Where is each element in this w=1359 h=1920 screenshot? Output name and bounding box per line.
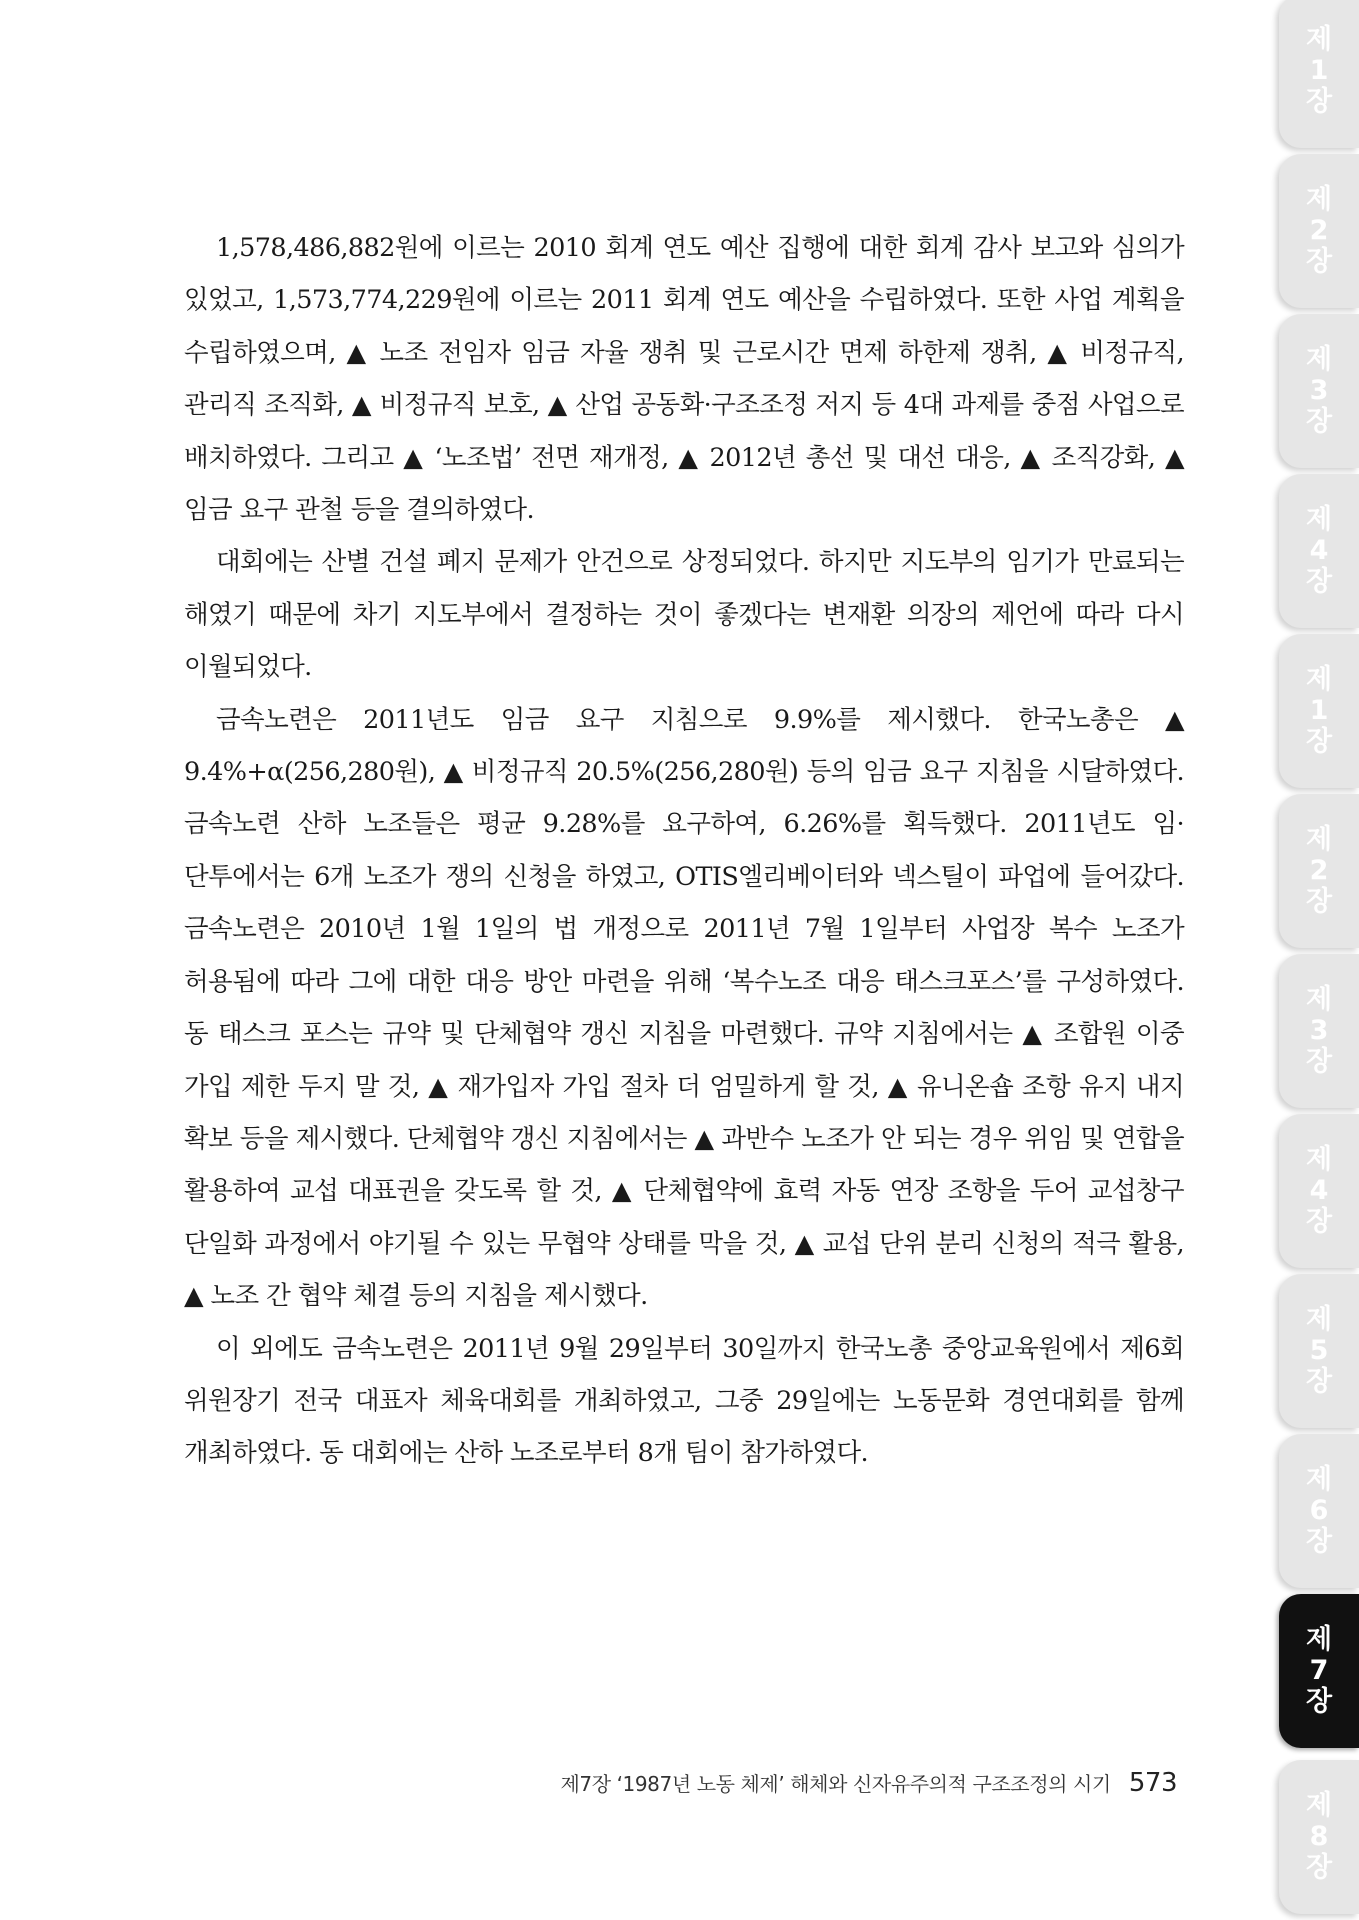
tab-suffix: 장 bbox=[1305, 1046, 1333, 1077]
tab-number: 3 bbox=[1309, 375, 1329, 406]
tab-suffix: 장 bbox=[1305, 246, 1333, 277]
tab-number: 1 bbox=[1309, 55, 1329, 86]
paragraph: 금속노련은 2011년도 임금 요구 지침으로 9.9%를 제시했다. 한국노총은 ▲ 9.4%+α(256,280원), ▲ 비정규직 20.5%(256,280원) 등의 임금 요구 지침을 시달하였다. 금속노련 산하 노조들은 평균 9.28%를 요구하여, 6.26%를 획득했다. 2011년도 임·단투에서는 6개 노조가 쟁의 신청을 하였고, OTIS엘리베이터와 넥스틸이 파업에 들어갔다. 금속노련은 2010년 1월 1일의 법 개정으로 2011년 7월 1일부터 사업장 복수 노조가 허용됨에 따라 그에 대한 대응 방안 마련을 위해 ‘복수노조 대응 태스크포스’를 구성하였다. 동 태스크 포스는 규약 및 단체협약 갱신 지침을 마련했다. 규약 지침에서는 ▲ 조합원 이중 가입 제한 두지 말 것, ▲ 재가입자 가입 절차 더 엄밀하게 할 것, ▲ 유니온숍 조항 유지 내지 확보 등을 제시했다. 단체협약 갱신 지침에서는 ▲ 과반수 노조가 안 되는 경우 위임 및 연합을 활용하여 교섭 대표권을 갖도록 할 것, ▲ 단체협약에 효력 자동 연장 조항을 두어 교섭창구 단일화 과정에서 야기될 수 있는 무협약 상태를 막을 것, ▲ 교섭 단위 분리 신청의 적극 활용, ▲ 노조 간 협약 체결 등의 지침을 제시했다. bbox=[184, 704, 1184, 1312]
running-title: 제7장 ‘1987년 노동 체제’ 해체와 신자유주의적 구조조정의 시기 bbox=[560, 1772, 1111, 1796]
tab-prefix: 제 bbox=[1305, 824, 1333, 855]
tab-suffix: 장 bbox=[1305, 1686, 1333, 1717]
page-footer bbox=[560, 1768, 1177, 1798]
tab-number: 6 bbox=[1309, 1495, 1329, 1526]
chapter-tab[interactable] bbox=[1279, 0, 1359, 148]
chapter-tab[interactable] bbox=[1279, 634, 1359, 788]
paragraph: 1,578,486,882원에 이르는 2010 회계 연도 예산 집행에 대한 회계 감사 보고와 심의가 있었고, 1,573,774,229원에 이르는 2011 회계 연도 예산을 수립하였다. 또한 사업 계획을 수립하였으며, ▲ 노조 전임자 임금 자율 쟁취 및 근로시간 면제 하한제 쟁취, ▲ 비정규직, 관리직 조직화, ▲ 비정규직 보호, ▲ 산업 공동화·구조조정 저지 등 4대 과제를 중점 사업으로 배치하였다. 그리고 ▲ ‘노조법’ 전면 재개정, ▲ 2012년 총선 및 대선 대응, ▲ 조직강화, ▲ 임금 요구 관철 등을 결의하였다. bbox=[184, 233, 1184, 526]
tab-number: 5 bbox=[1309, 1335, 1329, 1366]
tab-number: 7 bbox=[1309, 1655, 1329, 1686]
tab-suffix: 장 bbox=[1305, 566, 1333, 597]
tab-number: 3 bbox=[1309, 1015, 1329, 1046]
chapter-tab[interactable] bbox=[1279, 1760, 1359, 1914]
tab-suffix: 장 bbox=[1305, 1526, 1333, 1557]
tab-number: 2 bbox=[1309, 855, 1329, 886]
tab-prefix: 제 bbox=[1305, 24, 1333, 55]
tab-number: 8 bbox=[1309, 1821, 1329, 1852]
tab-prefix: 제 bbox=[1305, 984, 1333, 1015]
paragraph: 이 외에도 금속노련은 2011년 9월 29일부터 30일까지 한국노총 중앙교육원에서 제6회 위원장기 전국 대표자 체육대회를 개최하였고, 그중 29일에는 노동문화 경연대회를 함께 개최하였다. 동 대회에는 산하 노조로부터 8개 팀이 참가하였다. bbox=[184, 1333, 1184, 1469]
tab-prefix: 제 bbox=[1305, 504, 1333, 535]
tab-prefix: 제 bbox=[1305, 1624, 1333, 1655]
tab-number: 2 bbox=[1309, 215, 1329, 246]
chapter-tab[interactable] bbox=[1279, 474, 1359, 628]
tab-number: 4 bbox=[1309, 1175, 1329, 1206]
tab-prefix: 제 bbox=[1305, 664, 1333, 695]
tab-number: 1 bbox=[1309, 695, 1329, 726]
tab-prefix: 제 bbox=[1305, 1464, 1333, 1495]
paragraph: 대회에는 산별 건설 폐지 문제가 안건으로 상정되었다. 하지만 지도부의 임기가 만료되는 해였기 때문에 차기 지도부에서 결정하는 것이 좋겠다는 변재환 의장의 제언에 따라 다시 이월되었다. bbox=[184, 547, 1184, 683]
chapter-tabs bbox=[1279, 0, 1359, 1920]
tab-suffix: 장 bbox=[1305, 406, 1333, 437]
tab-suffix: 장 bbox=[1305, 1206, 1333, 1237]
chapter-tab[interactable] bbox=[1279, 954, 1359, 1108]
tab-number: 4 bbox=[1309, 535, 1329, 566]
tab-suffix: 장 bbox=[1305, 726, 1333, 757]
chapter-tab[interactable] bbox=[1279, 794, 1359, 948]
chapter-tab[interactable] bbox=[1279, 154, 1359, 308]
page-number: 573 bbox=[1128, 1768, 1177, 1798]
tab-suffix: 장 bbox=[1305, 886, 1333, 917]
tab-suffix: 장 bbox=[1305, 1852, 1333, 1883]
tab-prefix: 제 bbox=[1305, 1790, 1333, 1821]
tab-prefix: 제 bbox=[1305, 184, 1333, 215]
chapter-tab[interactable] bbox=[1279, 1434, 1359, 1588]
chapter-tab-active[interactable] bbox=[1279, 1594, 1359, 1748]
body-text bbox=[184, 222, 1184, 1480]
tab-prefix: 제 bbox=[1305, 1304, 1333, 1335]
chapter-tab[interactable] bbox=[1279, 1114, 1359, 1268]
chapter-tab[interactable] bbox=[1279, 1274, 1359, 1428]
chapter-tab[interactable] bbox=[1279, 314, 1359, 468]
tab-prefix: 제 bbox=[1305, 344, 1333, 375]
tab-suffix: 장 bbox=[1305, 86, 1333, 117]
tab-prefix: 제 bbox=[1305, 1144, 1333, 1175]
tab-suffix: 장 bbox=[1305, 1366, 1333, 1397]
